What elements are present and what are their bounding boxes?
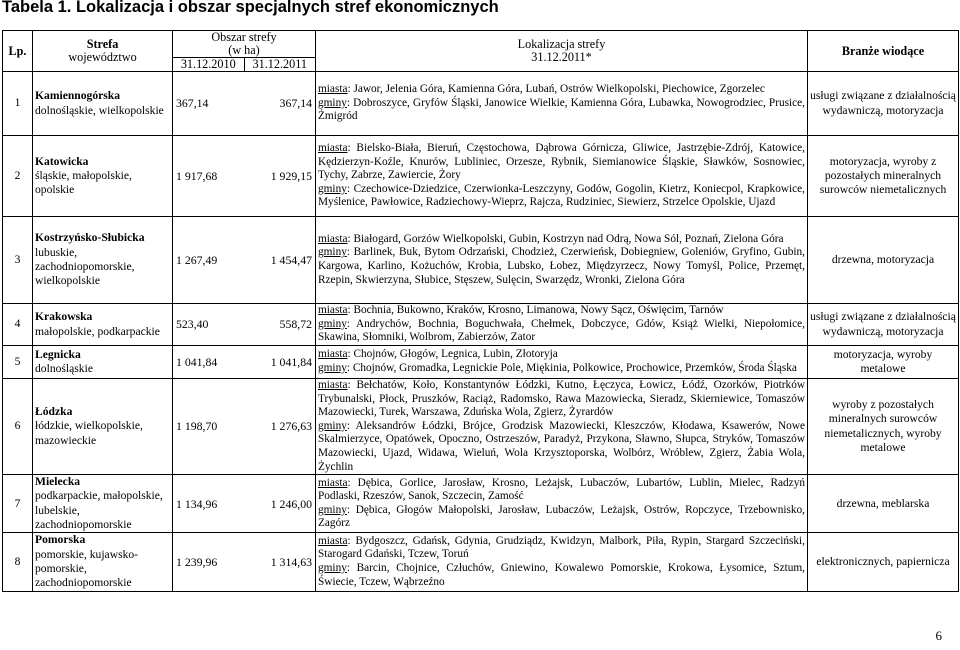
row-gminy xyxy=(318,318,805,345)
row-strefa xyxy=(33,533,173,591)
gminy-label: gminy xyxy=(318,419,347,432)
row-branze: elektronicznych, papiernicza xyxy=(808,533,959,591)
gminy-label: gminy xyxy=(318,246,347,259)
row-area-2010: 1 267,49 xyxy=(176,252,218,267)
row-miasta xyxy=(318,233,805,247)
row-obszar xyxy=(173,346,316,379)
row-miasta xyxy=(318,142,805,183)
header-row xyxy=(3,31,959,72)
row-wojewodztwa: małopolskie, podkarpackie xyxy=(35,324,160,338)
row-branze: wyroby z pozostałych mineralnych surowców niemetalicznych, wyroby metalowe xyxy=(808,379,959,475)
row-wojewodztwa: dolnośląskie xyxy=(35,362,93,375)
miasta-list: : Chojnów, Głogów, Legnica, Lubin, Złotoryja xyxy=(347,348,558,361)
gminy-label: gminy xyxy=(318,96,347,109)
header-branze: Branże wiodące xyxy=(808,31,959,72)
row-miasta xyxy=(318,535,805,562)
row-strefa-name: Krakowska xyxy=(35,310,93,324)
row-area-2010: 367,14 xyxy=(176,96,209,111)
row-lokalizacja xyxy=(316,379,808,475)
row-lp: 2 xyxy=(3,136,33,217)
gminy-list: : Chojnów, Gromadka, Legnickie Pole, Miękinia, Polkowice, Prochowice, Przemków, Środa Śląska xyxy=(346,362,797,374)
table-row xyxy=(3,475,959,533)
row-miasta xyxy=(318,83,805,97)
row-lp: 3 xyxy=(3,217,33,304)
row-lokalizacja xyxy=(316,136,808,217)
row-obszar xyxy=(173,136,316,217)
row-gminy xyxy=(318,362,805,376)
miasta-label: miasta xyxy=(318,142,348,155)
table-row xyxy=(3,304,959,346)
table-row xyxy=(3,533,959,591)
table-row xyxy=(3,346,959,379)
header-obszar xyxy=(173,31,316,72)
row-wojewodztwa: pomorskie, kujawsko-pomorskie, zachodniopomorskie xyxy=(35,547,139,590)
row-obszar xyxy=(173,533,316,591)
row-area-2010: 1 041,84 xyxy=(176,354,218,369)
header-strefa-label: Strefa xyxy=(86,37,119,51)
row-miasta xyxy=(318,379,805,420)
gminy-label: gminy xyxy=(318,182,347,195)
row-strefa xyxy=(33,136,173,217)
header-lokalizacja-date: 31.12.2011* xyxy=(531,50,592,64)
gminy-list: : Barcin, Chojnice, Człuchów, Gniewino, Kowalewo Pomorskie, Krokowa, Łysomice, Sztum, Świecie, Tczew, Wąbrzeźno xyxy=(318,561,805,588)
row-lp: 8 xyxy=(3,533,33,591)
gminy-label: gminy xyxy=(318,561,347,574)
miasta-label: miasta xyxy=(318,534,348,547)
miasta-list: : Dębica, Gorlice, Jarosław, Krosno, Leżajsk, Lubaczów, Lubartów, Lublin, Mielec, Radzyń Podlaski, Rzeszów, Sanok, Szczecin, Zamość xyxy=(318,476,805,503)
row-branze: drzewna, motoryzacja xyxy=(808,217,959,304)
row-lokalizacja xyxy=(316,533,808,591)
row-branze: usługi związane z działalnością wydawniczą, motoryzacja xyxy=(808,304,959,346)
row-area-2010: 1 134,96 xyxy=(176,496,218,511)
table-row xyxy=(3,217,959,304)
row-lokalizacja xyxy=(316,217,808,304)
row-strefa-name: Łódzka xyxy=(35,405,73,419)
row-obszar xyxy=(173,217,316,304)
miasta-label: miasta xyxy=(318,476,348,489)
row-gminy xyxy=(318,97,805,124)
header-obszar-unit: (w ha) xyxy=(228,43,260,57)
row-lokalizacja xyxy=(316,304,808,346)
row-gminy xyxy=(318,504,805,531)
row-wojewodztwa: łódzkie, wielkopolskie, mazowieckie xyxy=(35,419,143,447)
page-number: 6 xyxy=(935,628,942,643)
row-lp: 5 xyxy=(3,346,33,379)
row-obszar xyxy=(173,475,316,533)
gminy-label: gminy xyxy=(318,503,347,516)
table-row xyxy=(3,379,959,475)
miasta-label: miasta xyxy=(318,379,348,391)
row-strefa xyxy=(33,475,173,533)
row-area-2011: 1 929,15 xyxy=(270,168,312,183)
row-strefa-name: Legnicka xyxy=(35,347,81,361)
row-gminy xyxy=(318,562,805,589)
row-strefa xyxy=(33,72,173,136)
row-lokalizacja xyxy=(316,475,808,533)
header-date-2011: 31.12.2011 xyxy=(252,57,307,71)
row-obszar xyxy=(173,304,316,346)
miasta-list: : Bielsko-Biała, Bieruń, Częstochowa, Dąbrowa Górnicza, Gliwice, Jastrzębie-Zdrój, Katowice, Kędzierzyn-Koźle, Knurów, Lubliniec, Orzesze, Rybnik, Siemianowice Śląskie, Sławków, Sosnowiec, Tychy, Zabrze, Zawiercie, Żory xyxy=(318,142,805,182)
gminy-label: gminy xyxy=(318,362,347,374)
miasta-label: miasta xyxy=(318,348,348,361)
row-strefa xyxy=(33,304,173,346)
row-wojewodztwa: podkarpackie, małopolskie, lubelskie, zachodniopomorskie xyxy=(35,489,163,532)
row-miasta xyxy=(318,348,805,362)
row-strefa xyxy=(33,346,173,379)
gminy-list: : Barlinek, Buk, Bytom Odrzański, Chodzież, Czerwieńsk, Dobiegniew, Goleniów, Gryfino, Gubin, Kargowa, Karlino, Kożuchów, Krobia, Lubsko, Łobez, Międzyrzecz, Nowy Tomyśl, Police, Przemęt, Rzepin, Skwierzyna, Słubice, Stęszew, Sulęcin, Swarzędz, Wronki, Zielona Góra xyxy=(318,246,805,286)
row-branze: motoryzacja, wyroby metalowe xyxy=(808,346,959,379)
row-lp: 1 xyxy=(3,72,33,136)
header-lp: Lp. xyxy=(3,31,33,72)
row-strefa-name: Mielecka xyxy=(35,475,81,489)
row-area-2011: 1 314,63 xyxy=(270,554,312,569)
header-lokalizacja-label: Lokalizacja strefy xyxy=(517,37,606,51)
row-wojewodztwa: dolnośląskie, wielkopolskie xyxy=(35,103,164,117)
row-strefa-name: Pomorska xyxy=(35,533,86,547)
row-miasta xyxy=(318,477,805,504)
row-strefa-name: Kamiennogórska xyxy=(35,89,121,103)
miasta-list: : Jawor, Jelenia Góra, Kamienna Góra, Lubań, Ostrów Wielkopolski, Piechowice, Zgorzelec xyxy=(347,83,765,96)
miasta-label: miasta xyxy=(318,232,348,245)
header-obszar-label: Obszar strefy xyxy=(211,30,277,44)
table-title: Tabela 1. Lokalizacja i obszar specjalnych stref ekonomicznych xyxy=(2,0,499,16)
row-area-2010: 1 198,70 xyxy=(176,419,218,434)
table-row xyxy=(3,136,959,217)
header-strefa xyxy=(33,31,173,72)
gminy-list: : Czechowice-Dziedzice, Czerwionka-Leszczyny, Godów, Gogolin, Kietrz, Koniecpol, Krapkowice, Myślenice, Pawłowice, Radziechowy-Wieprz, Rajcza, Rudziniec, Siewierz, Strzelce Opolskie, Ujazd xyxy=(318,182,805,209)
gminy-list: : Andrychów, Bochnia, Boguchwała, Chełmek, Dobczyce, Gdów, Książ Wielki, Niepołomice, Skawina, Słomniki, Wolbrom, Zabierzów, Zator xyxy=(318,317,805,344)
row-lp: 6 xyxy=(3,379,33,475)
gminy-list: : Aleksandrów Łódzki, Brójce, Grodzisk Mazowiecki, Kleszczów, Kłodawa, Ksawerów, Nowe Skalmierzyce, Opatówek, Opoczno, Ostrzeszów, Paradyż, Przykona, Sławno, Słupca, Stryków, Tomaszów Mazowiecki, Ujazd, Widawa, Wieluń, Wola Krzysztoporska, Wolbórz, Wróblew, Zgierz, Żabia Wola, Żychlin xyxy=(318,419,805,473)
row-wojewodztwa: lubuskie, zachodniopomorskie, wielkopolskie xyxy=(35,245,135,288)
row-strefa xyxy=(33,217,173,304)
miasta-label: miasta xyxy=(318,83,348,96)
row-gminy xyxy=(318,183,805,210)
gminy-list: : Dobroszyce, Gryfów Śląski, Janowice Wielkie, Kamienna Góra, Lubawka, Nowogrodziec, Prusice, Żmigród xyxy=(318,96,805,123)
miasta-list: : Białogard, Gorzów Wielkopolski, Gubin, Kostrzyn nad Odrą, Nowa Sól, Poznań, Zielona Góra xyxy=(347,232,784,245)
miasta-list: : Bydgoszcz, Gdańsk, Gdynia, Grudziądz, Kwidzyn, Malbork, Piła, Rypin, Stargard Szczeciński, Starogard Gdański, Tczew, Toruń xyxy=(318,534,805,561)
miasta-list: : Bełchatów, Koło, Konstantynów Łódzki, Kutno, Łęczyca, Łowicz, Łódź, Ozorków, Piotrków Trybunalski, Płock, Pruszków, Raciąż, Radomsko, Rawa Mazowiecka, Sieradz, Skierniewice, Tomaszów Mazowiecki, Turek, Warszawa, Zduńska Wola, Zgierz, Żyrardów xyxy=(318,379,805,419)
sse-table xyxy=(2,30,959,592)
row-area-2010: 1 917,68 xyxy=(176,168,218,183)
row-area-2010: 1 239,96 xyxy=(176,554,218,569)
gminy-list: : Dębica, Głogów Małopolski, Jarosław, Lubaczów, Leżajsk, Ostrów, Ropczyce, Trzebownisko, Zagórz xyxy=(318,503,805,530)
row-area-2011: 1 276,63 xyxy=(270,419,312,434)
miasta-list: : Bochnia, Bukowno, Kraków, Krosno, Limanowa, Nowy Sącz, Oświęcim, Tarnów xyxy=(347,304,724,317)
row-strefa-name: Katowicka xyxy=(35,154,89,168)
gminy-label: gminy xyxy=(318,317,347,330)
row-lokalizacja xyxy=(316,72,808,136)
row-gminy xyxy=(318,246,805,287)
row-area-2011: 1 041,84 xyxy=(270,354,312,369)
row-area-2011: 367,14 xyxy=(279,96,312,111)
row-area-2010: 523,40 xyxy=(176,317,209,332)
row-wojewodztwa: śląskie, małopolskie, opolskie xyxy=(35,168,132,197)
row-lp: 4 xyxy=(3,304,33,346)
row-branze: motoryzacja, wyroby z pozostałych mineralnych surowców niemetalicznych xyxy=(808,136,959,217)
row-lp: 7 xyxy=(3,475,33,533)
row-branze: drzewna, meblarska xyxy=(808,475,959,533)
row-branze: usługi związane z działalnością wydawniczą, motoryzacja xyxy=(808,72,959,136)
row-area-2011: 1 454,47 xyxy=(270,252,312,267)
row-strefa xyxy=(33,379,173,475)
row-gminy xyxy=(318,420,805,474)
row-lokalizacja xyxy=(316,346,808,379)
row-area-2011: 1 246,00 xyxy=(270,496,312,511)
row-obszar xyxy=(173,379,316,475)
header-date-2010: 31.12.2010 xyxy=(173,58,245,71)
table-row xyxy=(3,72,959,136)
header-lokalizacja xyxy=(316,31,808,72)
miasta-label: miasta xyxy=(318,304,348,317)
row-miasta xyxy=(318,304,805,318)
row-obszar xyxy=(173,72,316,136)
row-area-2011: 558,72 xyxy=(279,317,312,332)
header-wojewodztwo-label: województwo xyxy=(68,50,137,64)
row-strefa-name: Kostrzyńsko-Słubicka xyxy=(35,231,145,245)
